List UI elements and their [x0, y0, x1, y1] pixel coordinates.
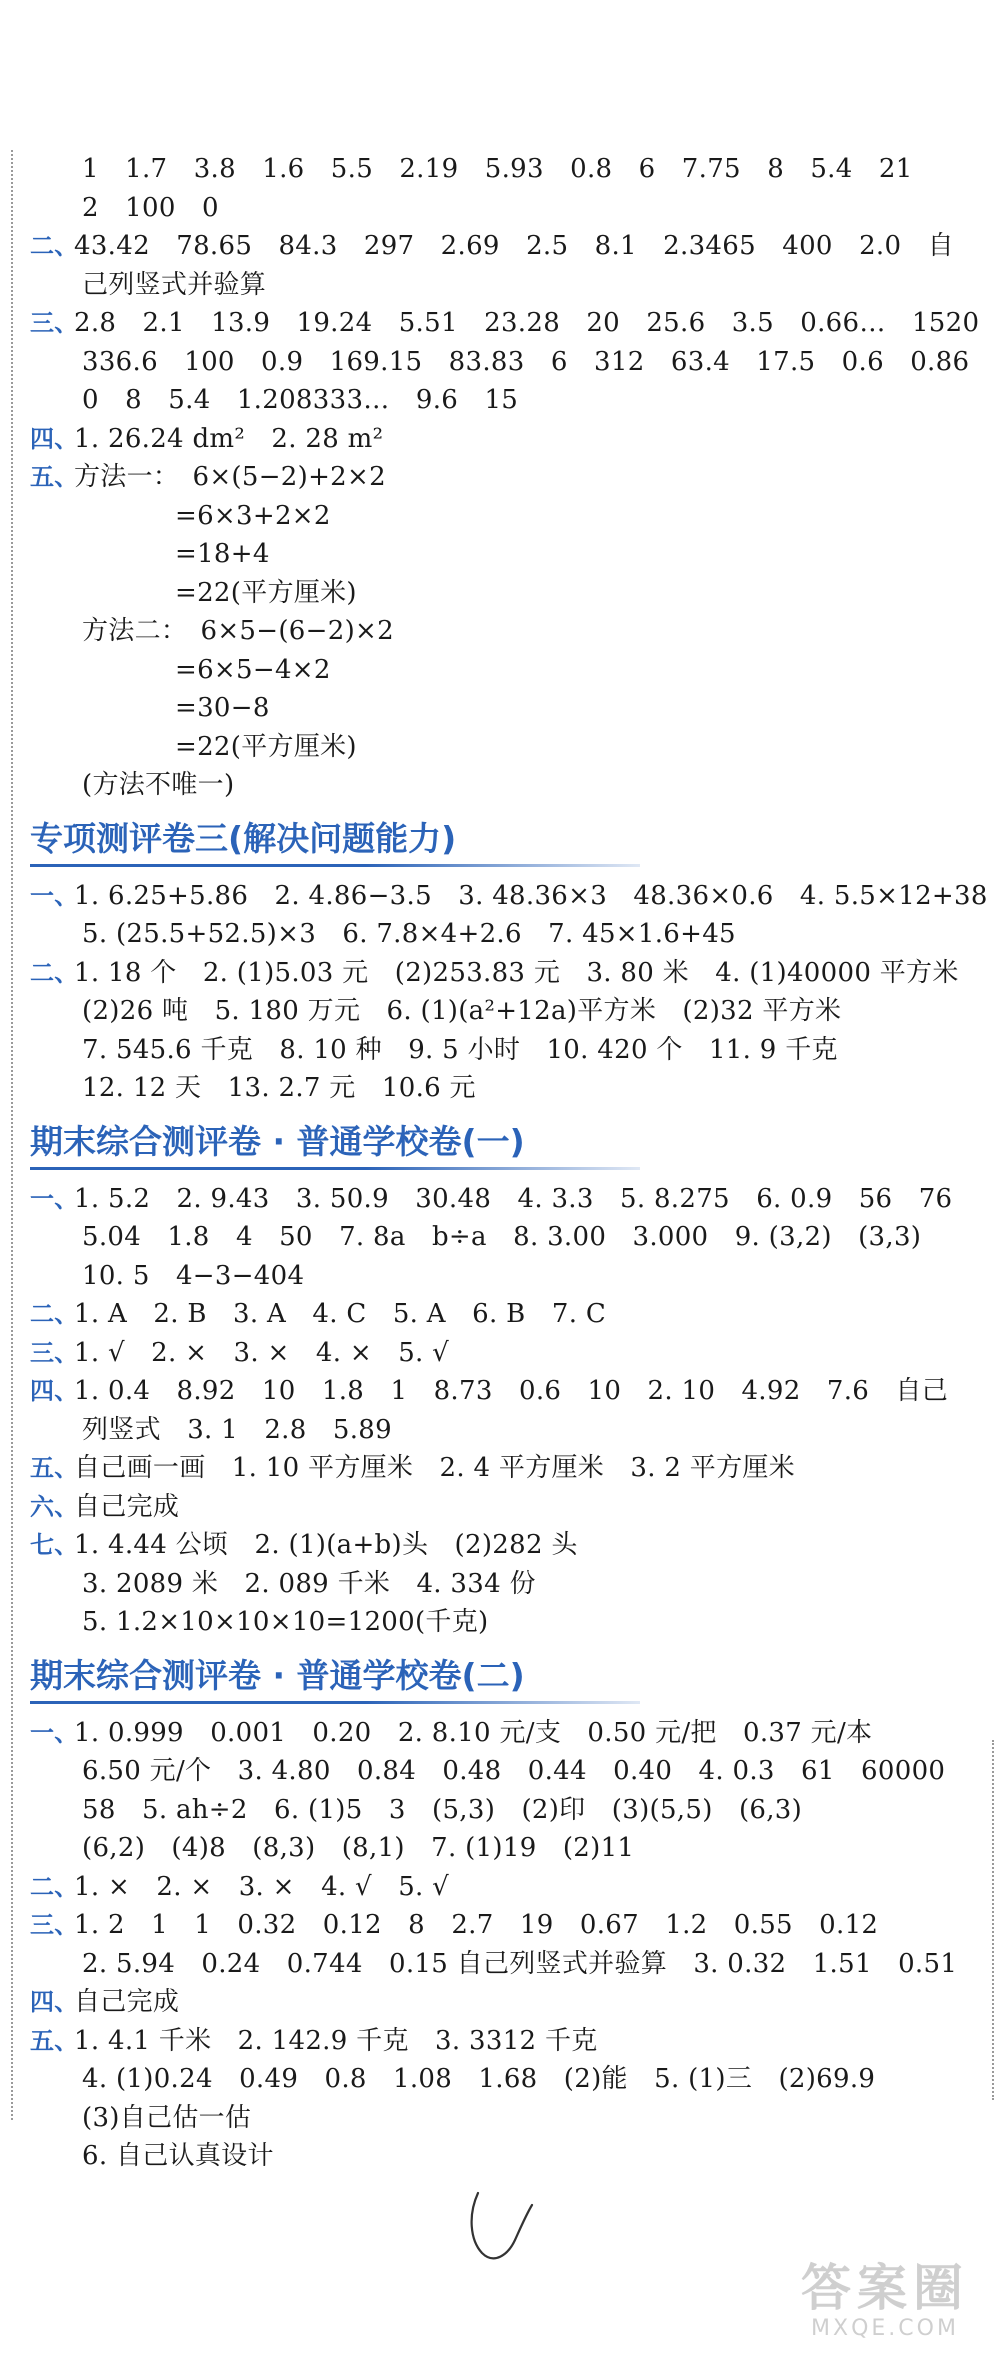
answer-text: 6.50 元/个 3. 4.80 0.84 0.48 0.44 0.40 4. 0.3 61 60000 — [82, 1756, 946, 1786]
answer-text: 4. (1)0.24 0.49 0.8 1.08 1.68 (2)能 5. (1)三 (2)69.9 — [82, 2064, 876, 2094]
answer-line — [30, 420, 990, 459]
answer-text: (3)自己估一估 — [82, 2102, 252, 2133]
answer-line — [30, 1752, 990, 1791]
answer-text: (6,2) (4)8 (8,3) (8,1) 7. (1)19 (2)11 — [82, 1833, 635, 1863]
answer-text: 1. × 2. × 3. × 4. √ 5. √ — [74, 1871, 450, 1902]
answer-line — [30, 1218, 990, 1257]
answer-text: 5. (25.5+52.5)×3 6. 7.8×4+2.6 7. 45×1.6+45 — [82, 919, 736, 949]
watermark-logo — [780, 2260, 990, 2350]
answer-line — [30, 1983, 990, 2022]
answer-text: =22(平方厘米) — [175, 577, 357, 608]
answer-text: 方法二： 6×5−(6−2)×2 — [82, 616, 394, 646]
answer-line — [30, 1031, 990, 1070]
answer-line — [30, 1526, 990, 1565]
question-marker: 五、 — [30, 463, 79, 491]
question-marker: 四、 — [30, 1377, 79, 1405]
question-marker: 二、 — [30, 232, 79, 260]
question-marker: 二、 — [30, 1872, 79, 1901]
question-marker: 六、 — [30, 1492, 79, 1521]
answer-text: =6×3+2×2 — [175, 500, 331, 531]
left-dotted-rule — [11, 150, 13, 2120]
question-marker: 七、 — [30, 1531, 79, 1559]
answer-text: 3. 2089 米 2. 089 千米 4. 334 份 — [82, 1568, 536, 1599]
answer-line — [30, 651, 990, 690]
question-marker: 三、 — [30, 1911, 79, 1939]
answer-line — [30, 497, 990, 536]
answer-line — [30, 612, 990, 651]
answer-text: =30−8 — [175, 693, 270, 723]
answer-text: 58 5. ah÷2 6. (1)5 3 (5,3) (2)印 (3)(5,5) (6,3) — [82, 1794, 803, 1825]
question-marker: 五、 — [30, 1454, 79, 1482]
answer-text: 1. 0.4 8.92 10 1.8 1 8.73 0.6 10 2. 10 4.92 7.6 自己 — [74, 1376, 949, 1406]
answer-text: 336.6 100 0.9 169.15 83.83 6 312 63.4 17.5 0.6 0.86 — [82, 346, 970, 377]
answer-text: 1. 5.2 2. 9.43 3. 50.9 30.48 4. 3.3 5. 8.275 6. 0.9 56 76 — [74, 1183, 953, 1214]
answer-text: 列竖式 3. 1 2.8 5.89 — [82, 1414, 392, 1445]
answer-line — [30, 1791, 990, 1830]
answer-line — [30, 2022, 990, 2061]
answer-line — [30, 1334, 990, 1373]
answer-line — [30, 1714, 990, 1753]
answer-line — [30, 1449, 990, 1488]
answer-line — [30, 992, 990, 1031]
answer-line — [30, 1906, 990, 1945]
answer-text: 1. √ 2. × 3. × 4. × 5. √ — [74, 1337, 450, 1368]
answer-text: 43.42 78.65 84.3 297 2.69 2.5 8.1 2.3465 400 2.0 自 — [74, 231, 954, 261]
answer-text: (方法不唯一) — [82, 770, 235, 800]
question-marker: 五、 — [30, 2026, 79, 2055]
answer-line — [30, 954, 990, 993]
answer-line — [30, 189, 990, 228]
answer-line — [30, 1257, 990, 1296]
question-marker: 二、 — [30, 958, 79, 987]
answer-text: 自己画一画 1. 10 平方厘米 2. 4 平方厘米 3. 2 平方厘米 — [74, 1453, 795, 1483]
answer-text: 7. 545.6 千克 8. 10 种 9. 5 小时 10. 420 个 11. 9 千克 — [82, 1034, 838, 1065]
answer-line — [30, 266, 990, 305]
answer-text: 己列竖式并验算 — [82, 269, 267, 300]
answer-line — [30, 1069, 990, 1108]
answer-text: 自己完成 — [74, 1987, 180, 2017]
answer-text: =6×5−4×2 — [175, 654, 331, 685]
answer-line — [30, 1868, 990, 1907]
answer-line — [30, 877, 990, 916]
answer-line — [30, 2099, 990, 2138]
answer-text: 2. 5.94 0.24 0.744 0.15 自己列竖式并验算 3. 0.32 1.51 0.51 — [82, 1948, 958, 1979]
answer-text: (2)26 吨 5. 180 万元 6. (1)(a²+12a)平方米 (2)32 平方米 — [82, 996, 842, 1026]
answer-text: 2 100 0 — [82, 192, 219, 223]
answer-content — [30, 150, 990, 2176]
answer-text: 5. 1.2×10×10×10=1200(千克) — [82, 1607, 489, 1637]
answer-text: 方法一： 6×(5−2)+2×2 — [74, 462, 386, 492]
answer-text: 1. 2 1 1 0.32 0.12 8 2.7 19 0.67 1.2 0.55 0.12 — [74, 1910, 879, 1940]
answer-text: 10. 5 4−3−404 — [82, 1260, 305, 1291]
answer-line — [30, 1180, 990, 1219]
answer-text: =18+4 — [175, 539, 270, 569]
answer-line — [30, 766, 990, 805]
watermark-url: MXQE.COM — [811, 2316, 959, 2341]
answer-line — [30, 535, 990, 574]
answer-line — [30, 1372, 990, 1411]
answer-text: 1. 6.25+5.86 2. 4.86−3.5 3. 48.36×3 48.36×0.6 4. 5.5×12+38 — [74, 880, 988, 911]
answer-line — [30, 304, 990, 343]
answer-line — [30, 1488, 990, 1527]
answer-line — [30, 1411, 990, 1450]
question-marker: 一、 — [30, 1184, 79, 1213]
handwritten-mark — [460, 2185, 540, 2275]
answer-line — [30, 1295, 990, 1334]
section-heading: 期末综合测评卷 · 普通学校卷(一) — [30, 1120, 990, 1170]
answer-text: 12. 12 天 13. 2.7 元 10.6 元 — [82, 1073, 476, 1103]
question-marker: 四、 — [30, 424, 79, 453]
question-marker: 三、 — [30, 1338, 79, 1367]
answer-text: 1. 0.999 0.001 0.20 2. 8.10 元/支 0.50 元/把 0.37 元/本 — [74, 1717, 873, 1748]
answer-text: 2.8 2.1 13.9 19.24 5.51 23.28 20 25.6 3.5 0.66… 1520 — [74, 308, 980, 338]
answer-line — [30, 574, 990, 613]
answer-line — [30, 915, 990, 954]
answer-text: 1. A 2. B 3. A 4. C 5. A 6. B 7. C — [74, 1299, 607, 1329]
question-marker: 四、 — [30, 1988, 79, 2016]
answer-line — [30, 689, 990, 728]
answer-text: =22(平方厘米) — [175, 731, 357, 762]
answer-line — [30, 2060, 990, 2099]
answer-line — [30, 1565, 990, 1604]
question-marker: 三、 — [30, 309, 79, 337]
answer-text: 1. 4.1 千米 2. 142.9 千克 3. 3312 千克 — [74, 2025, 598, 2056]
answer-text: 1 1.7 3.8 1.6 5.5 2.19 5.93 0.8 6 7.75 8 5.4 21 — [82, 154, 913, 184]
answer-text: 0 8 5.4 1.208333… 9.6 15 — [82, 385, 519, 415]
question-marker: 一、 — [30, 881, 79, 910]
question-marker: 二、 — [30, 1300, 79, 1328]
answer-line — [30, 2137, 990, 2176]
right-dotted-rule — [992, 1740, 994, 2100]
answer-text: 6. 自己认真设计 — [82, 2141, 274, 2171]
answer-line — [30, 150, 990, 189]
answer-line — [30, 1603, 990, 1642]
answer-text: 1. 26.24 dm² 2. 28 m² — [74, 423, 384, 454]
answer-line — [30, 728, 990, 767]
answer-line — [30, 381, 990, 420]
answer-line — [30, 1945, 990, 1984]
question-marker: 一、 — [30, 1718, 79, 1747]
answer-line — [30, 227, 990, 266]
answer-line — [30, 343, 990, 382]
section-heading: 期末综合测评卷 · 普通学校卷(二) — [30, 1654, 990, 1704]
answer-text: 自己完成 — [74, 1491, 180, 1522]
answer-text: 1. 4.44 公顷 2. (1)(a+b)头 (2)282 头 — [74, 1530, 578, 1560]
watermark-title: 答案圈 — [801, 2259, 969, 2317]
answer-text: 5.04 1.8 4 50 7. 8a b÷a 8. 3.00 3.000 9. (3,2) (3,3) — [82, 1222, 922, 1252]
answer-text: 1. 18 个 2. (1)5.03 元 (2)253.83 元 3. 80 米 4. (1)40000 平方米 — [74, 957, 959, 988]
answer-line — [30, 458, 990, 497]
answer-line — [30, 1829, 990, 1868]
section-heading: 专项测评卷三(解决问题能力) — [30, 817, 990, 867]
